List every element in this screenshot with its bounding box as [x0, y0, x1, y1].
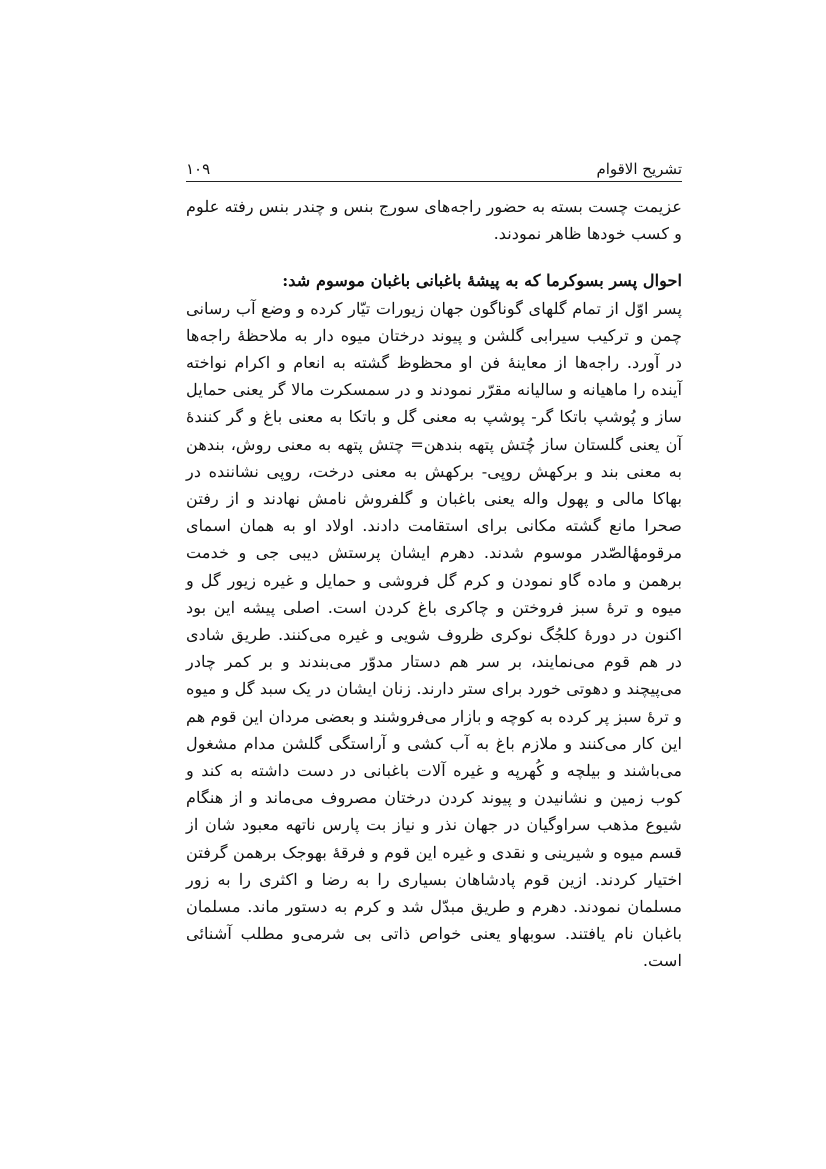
header-rule: [186, 181, 682, 182]
running-title: تشریح الاقوام: [596, 160, 682, 178]
page-body: [186, 193, 682, 975]
section-heading: احوال پسر بسوکرما که به پیشهٔ باغبانی باغبان موسوم شد:: [282, 271, 682, 291]
page-number: ۱۰۹: [186, 160, 211, 178]
section-paragraph: پسر اوّل از تمام گلهای گوناگون جهان زیورات تیّار کرده و وضع آب رسانی چمن و ترکیب سیرابی گلشن و پیوند درختان میوه دار به ملاحظهٔ راجه‌ها در آورد. راجه‌ها از معاینهٔ فن او محظوظ گشته به انعام و اکرام نواخته آینده را ماهیانه و سالیانه مقرّر نمودند و در سمسکرت مالا گر یعنی حمایل ساز و پُوشپ باتکا گر- پوشپ به معنی گل و باتکا به معنی باغ و گر کنندهٔ آن یعنی گلستان ساز چُتش پتهه بندهن= چتش پتهه به معنی روش، بندهن به معنی بند و برکهش روپی- برکهش به معنی درخت، روپی نشاننده در بهاکا مالی و پهول واله یعنی باغبان و گلفروش نامش نهادند و از رفتن صحرا مانع گشته مکانی برای استقامت دادند. اولاد او به همان اسمای مرقومهٔالصّدر موسوم شدند. دهرم ایشان پرستش دیبی جی و خدمت برهمن و ماده گاو نمودن و کرم گل فروشی و حمایل و غیره زیور گل و میوه و ترهٔ سبز فروختن و چاکری باغ کردن است. اصلی پیشه این بود اکنون در دورهٔ کلجُگ نوکری ظروف شویی و غیره می‌کنند. طریق شادی در هم قوم می‌نمایند، بر سر هم دستار مدوّر می‌بندند و بر کمر چادر می‌پیچند و دهوتی خورد برای ستر دارند. زنان ایشان در یک سبد گل و میوه و ترهٔ سبز پر کرده به کوچه و بازار می‌فروشند و بعضی مردان این قوم هم این کار می‌کنند و ملازم باغ به آب کشی و آراستگی گلشن مدام مشغول می‌باشند و بیلچه و کُهرپه و غیره آلات باغبانی در دست داشته به کند و کوب زمین و نشانیدن و پیوند کردن درختان مصروف می‌ماند و از هنگام شیوع مذهب سراوگیان در جهان نذر و نیاز بت پارس ناتهه معبود شان از قسم میوه و شیرینی و نقدی و غیره این قوم و فرقهٔ بهوجک برهمن گرفتن اختیار کردند. ازین قوم پادشاهان بسیاری را به رضا و اکثری را به زور مسلمان نمودند. دهرم و طریق مبدّل شد و کرم به دستور ماند. مسلمان باغبان نام یافتند. سوبهاو یعنی خواص ذاتی بی شرمی‌و مطلب آشنائی است.: [186, 298, 682, 971]
running-header: [186, 150, 682, 178]
intro-paragraph: عزیمت چست بسته به حضور راجه‌های سورج بنس و چندر بنس رفته علوم و کسب خودها ظاهر نمودند.: [186, 197, 682, 244]
